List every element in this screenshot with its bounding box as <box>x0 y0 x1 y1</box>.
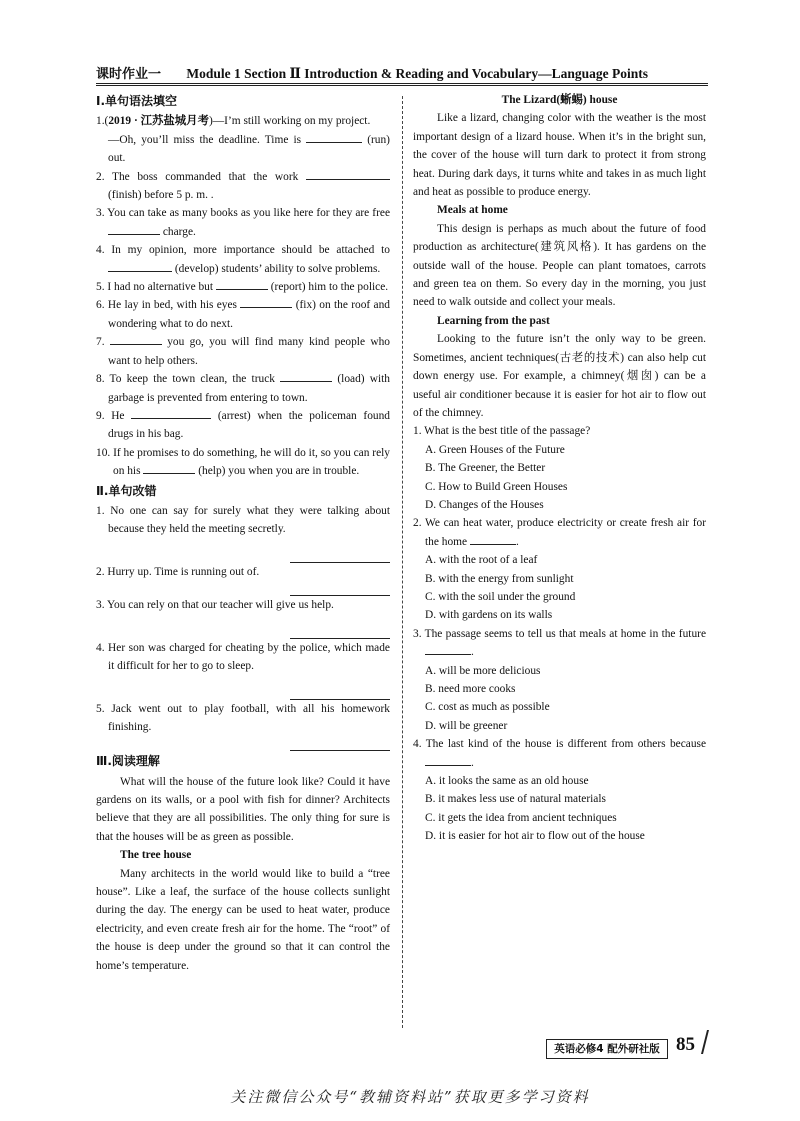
correction-5: 5. Jack went out to play football, with all his homework finishing. <box>96 703 390 734</box>
answer-blank[interactable] <box>306 133 362 143</box>
header-title: Module 1 Section Ⅱ Introduction & Reading and Vocabulary—Language Points <box>186 66 648 81</box>
option-1c[interactable]: C. How to Build Green Houses <box>425 480 568 493</box>
answer-blank[interactable] <box>280 372 332 382</box>
answer-blank[interactable] <box>425 645 471 655</box>
answer-blank[interactable] <box>110 335 162 345</box>
option-4d[interactable]: D. it is easier for hot air to flow out of the house <box>425 830 645 843</box>
question-7: 7. you go, you will find many kind people who want to help others. <box>96 336 390 367</box>
option-2b[interactable]: B. with the energy from sunlight <box>425 572 574 585</box>
tree-house-heading: The tree house <box>120 849 192 862</box>
answer-blank[interactable] <box>306 170 390 180</box>
question-1: 1.(2019 · 江苏盐城月考)—I’m still working on my project. <box>96 115 371 128</box>
option-1a[interactable]: A. Green Houses of the Future <box>425 443 565 456</box>
header-rule-thick <box>96 85 708 86</box>
correction-4-answer-line[interactable] <box>96 682 390 700</box>
reading-question-1: 1. What is the best title of the passage? <box>413 425 591 438</box>
question-3: 3. You can take as many books as you like here for they are free charge. <box>96 207 390 238</box>
correction-3-answer-line[interactable] <box>96 620 390 638</box>
answer-blank[interactable] <box>240 298 292 308</box>
book-badge: 英语必修4 配外研社版 <box>546 1039 668 1059</box>
section-grammar-fill: Ⅰ.单句语法填空 <box>96 94 178 108</box>
page-number: 85 <box>676 1034 695 1055</box>
reading-intro: What will the house of the future look like? Could it have gardens on its walls, or a pool with fish for dinner? Architects believe that they are all possibilities. The only thing for sure is that the houses will be as green as possible. <box>96 775 390 843</box>
answer-blank[interactable] <box>108 262 172 272</box>
lizard-house-heading: The Lizard(蜥蜴) house <box>501 94 618 106</box>
option-3d[interactable]: D. will be greener <box>425 719 508 732</box>
left-column <box>96 91 390 975</box>
correction-1-answer-line[interactable] <box>96 545 390 563</box>
past-heading: Learning from the past <box>437 314 550 327</box>
page-slash-mark <box>701 1030 709 1054</box>
correction-2: 2. Hurry up. Time is running out of. <box>96 566 260 579</box>
correction-1: 1. No one can say for surely what they were talking about because they held the meeting secretly. <box>96 504 390 536</box>
answer-blank[interactable] <box>216 280 268 290</box>
option-3c[interactable]: C. cost as much as possible <box>425 701 550 714</box>
option-2c[interactable]: C. with the soil under the ground <box>425 590 576 603</box>
column-divider <box>402 96 403 1028</box>
question-6: 6. He lay in bed, with his eyes (fix) on the roof and wondering what to do next. <box>96 299 390 330</box>
correction-4: 4. Her son was charged for cheating by the police, which made it difficult for her to go to sleep. <box>96 641 390 673</box>
answer-blank[interactable] <box>108 225 160 235</box>
meals-text: This design is perhaps as much about the future of food production as architecture(建筑风格). It has gardens on the outside wall of the house. People can plant tomatoes, carrots and green tea on them. So every day in the morning, you just need to walk outside and collect your meals. <box>413 222 706 309</box>
question-1-reply: —Oh, you’ll miss the deadline. Time is (run) out. <box>108 133 390 165</box>
header-tag: 课时作业一 <box>96 67 162 82</box>
option-1d[interactable]: D. Changes of the Houses <box>425 498 544 511</box>
reading-question-3: 3. The passage seems to tell us that meals at home in the future . <box>413 627 706 659</box>
option-4a[interactable]: A. it looks the same as an old house <box>425 775 589 788</box>
question-1-source: 2019 · 江苏盐城月考 <box>108 115 209 128</box>
header-rule <box>96 83 708 84</box>
correction-3: 3. You can rely on that our teacher will give us help. <box>96 598 334 611</box>
watermark-text: 关注微信公众号“教辅资料站”获取更多学习资料 <box>230 1088 590 1106</box>
answer-blank[interactable] <box>143 464 195 474</box>
question-10: 10. If he promises to do something, he will do it, so you can rely on his (help) you when you are in trouble. <box>96 446 390 478</box>
option-4c[interactable]: C. it gets the idea from ancient techniques <box>425 811 617 824</box>
tree-house-text: Many architects in the world would like to build a “tree house”. Like a leaf, the surface of the house collects sunlight during the day. The energy can be used to heat water, produce electricity, and even create fresh air for the home. The “root” of the house is deep under the ground so that it can control the home’s temperature. <box>96 867 390 972</box>
section-error-correction: Ⅱ.单句改错 <box>96 483 157 498</box>
page-header <box>96 63 708 82</box>
option-3a[interactable]: A. will be more delicious <box>425 664 541 677</box>
question-8: 8. To keep the town clean, the truck (load) with garbage is prevented from entering to town. <box>96 373 391 404</box>
reading-question-2: 2. We can heat water, produce electricity or create fresh air for the home . <box>413 517 706 548</box>
question-5: 5. I had no alternative but (report) him to the police. <box>96 281 389 294</box>
meals-heading: Meals at home <box>437 204 508 217</box>
answer-blank[interactable] <box>470 535 516 545</box>
option-1b[interactable]: B. The Greener, the Better <box>425 462 546 475</box>
option-2a[interactable]: A. with the root of a leaf <box>425 554 538 567</box>
question-4: 4. In my opinion, more importance should be attached to (develop) students’ ability to solve problems. <box>96 244 390 275</box>
section-reading: Ⅲ.阅读理解 <box>96 754 160 769</box>
question-2: 2. The boss commanded that the work (finish) before 5 p. m. . <box>96 168 390 205</box>
past-text: Looking to the future isn’t the only way to be green. Sometimes, ancient techniques(古老的技术) can also help cut down energy use. For example, a chimney(烟囱) can be a useful air conditioner because it is easier for hot air to flow out of the chimney. <box>413 333 706 419</box>
option-3b[interactable]: B. need more cooks <box>425 683 516 695</box>
lizard-house-text: Like a lizard, changing color with the weather is the most important design of a lizard house. When it’s in the bright sun, the cover of the house will turn dark to protect it from strong heat. During dark days, it turns white and takes in as much light and heat as possible to produce energy. <box>413 112 706 199</box>
right-column <box>413 91 706 846</box>
answer-blank[interactable] <box>131 409 211 419</box>
option-2d[interactable]: D. with gardens on its walls <box>425 609 553 622</box>
answer-blank[interactable] <box>425 756 471 766</box>
option-4b[interactable]: B. it makes less use of natural materials <box>425 793 606 806</box>
reading-question-4: 4. The last kind of the house is different from others because . <box>413 738 706 769</box>
question-9: 9. He (arrest) when the policeman found drugs in his bag. <box>96 409 390 441</box>
